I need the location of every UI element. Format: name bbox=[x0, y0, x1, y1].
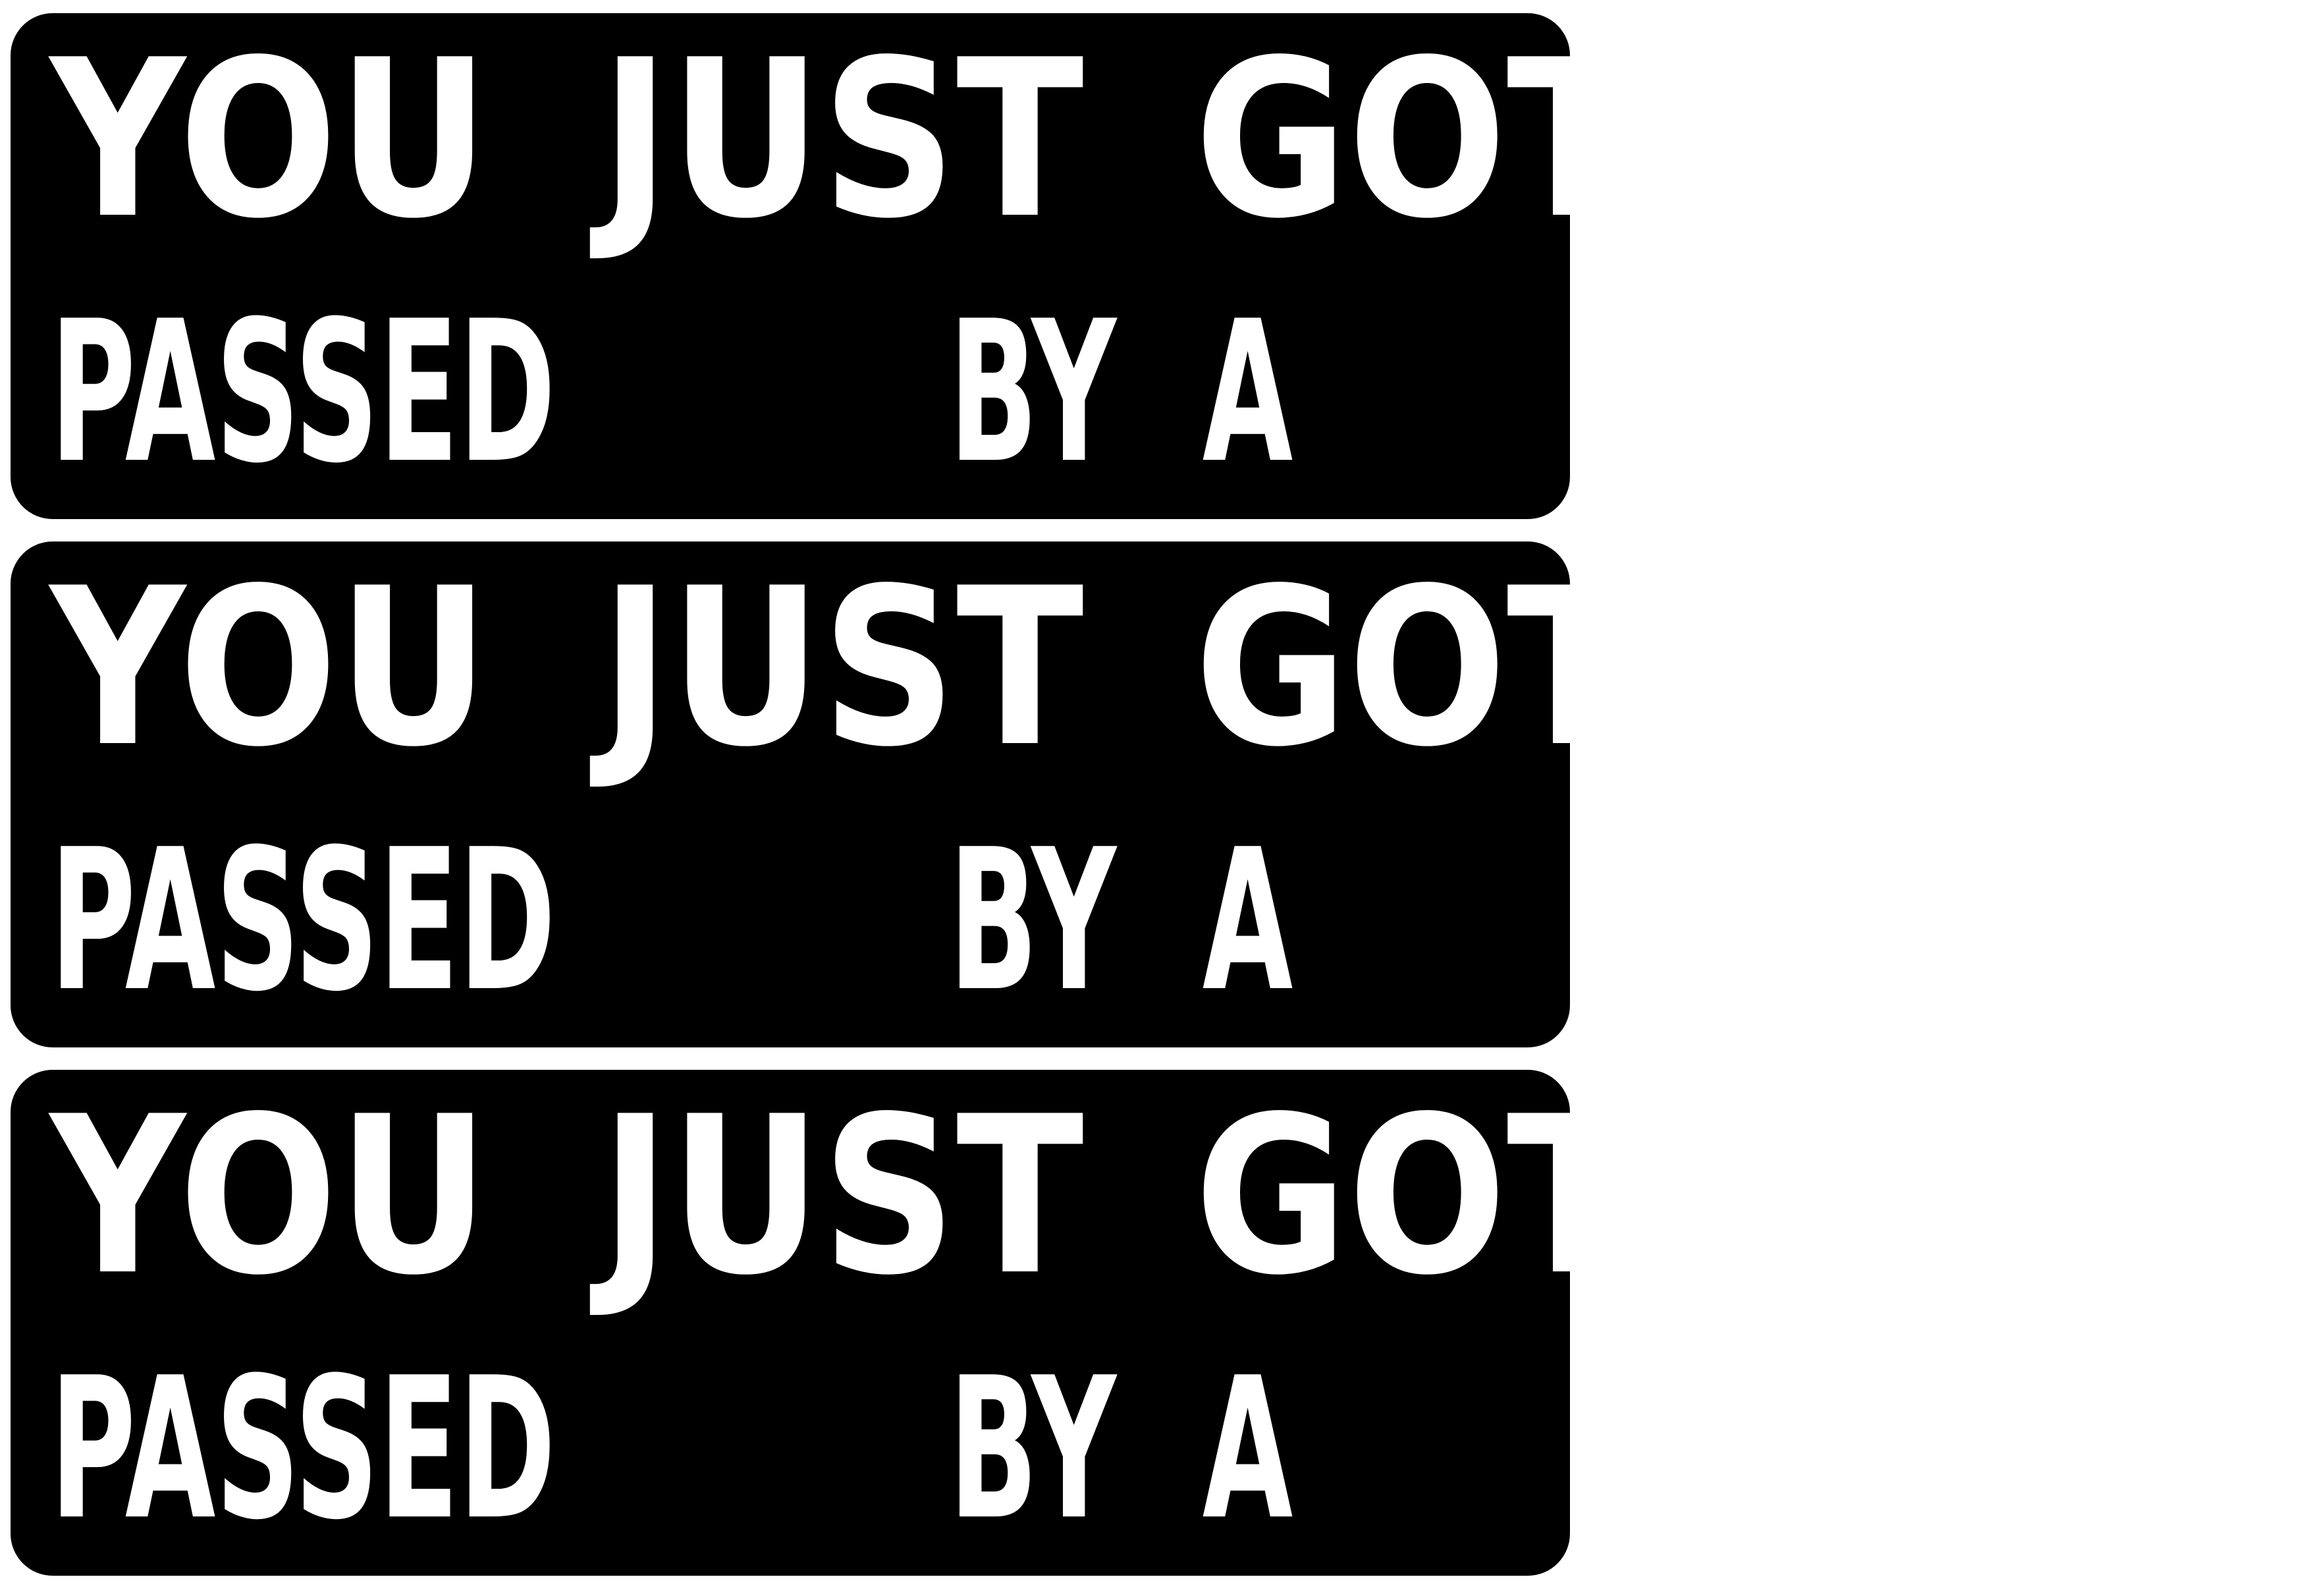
sticker bbox=[11, 541, 2324, 1047]
word-you: YOU bbox=[50, 13, 490, 266]
sticker bbox=[11, 1070, 2324, 1576]
word-by: BY bbox=[948, 807, 1116, 1034]
word-passed: PASSED bbox=[50, 279, 556, 506]
word-got: GOT bbox=[1194, 13, 1635, 266]
word-by: BY bbox=[948, 279, 1116, 506]
word-toaster: TOASTER bbox=[1723, 1335, 2324, 1563]
sticker-line-bottom bbox=[50, 279, 2324, 506]
word-just: JUST bbox=[600, 13, 1084, 266]
word-a: A bbox=[1202, 279, 1293, 506]
word-by: BY bbox=[948, 1335, 1116, 1563]
word-just: JUST bbox=[600, 1070, 1084, 1323]
word-got: GOT bbox=[1194, 1070, 1635, 1323]
word-toaster: TOASTER bbox=[1723, 807, 2324, 1034]
sticker-line-top bbox=[50, 541, 1635, 794]
sticker-line-top bbox=[50, 1070, 1635, 1323]
word-got: GOT bbox=[1194, 541, 1635, 794]
sticker bbox=[11, 13, 2324, 519]
word-passed: PASSED bbox=[50, 1335, 556, 1563]
word-a: A bbox=[1202, 1335, 1293, 1563]
word-you: YOU bbox=[50, 541, 490, 794]
sticker-line-bottom bbox=[50, 807, 2324, 1034]
sticker-line-top bbox=[50, 13, 1635, 266]
word-just: JUST bbox=[600, 541, 1084, 794]
word-a: A bbox=[1202, 807, 1293, 1034]
word-toaster: TOASTER bbox=[1723, 279, 2324, 506]
word-you: YOU bbox=[50, 1070, 490, 1323]
word-passed: PASSED bbox=[50, 807, 556, 1034]
sticker-line-bottom bbox=[50, 1335, 2324, 1563]
